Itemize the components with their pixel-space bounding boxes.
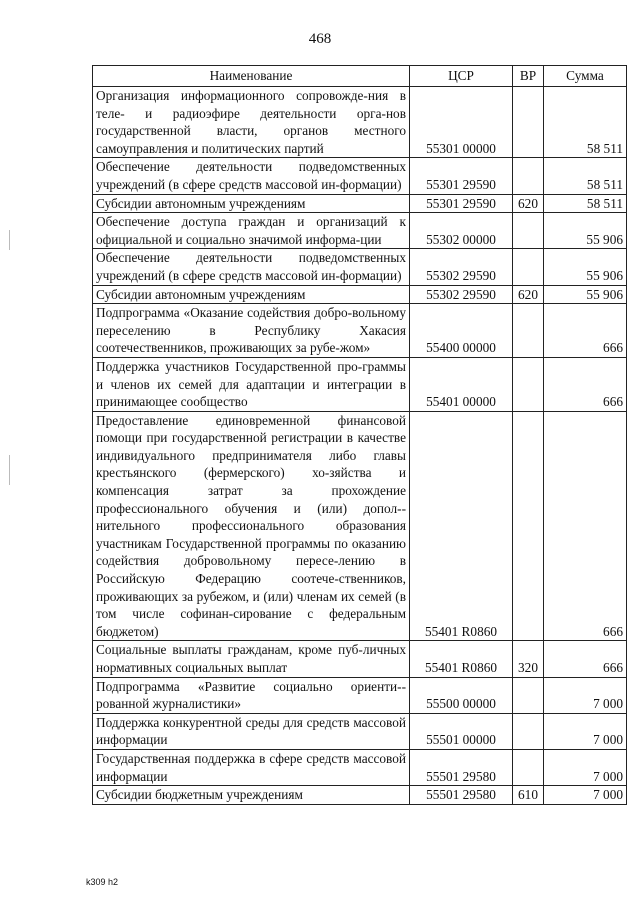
row-name: Обеспечение деятельности подведомственных учреждений (в сфере средств массовой ин-формации) [93, 158, 410, 194]
row-name: Субсидии бюджетным учреждениям [93, 786, 410, 805]
table-row [93, 285, 627, 304]
row-vr [513, 713, 544, 749]
row-name: Предоставление единовременной финансовой помощи при государственной регистрации в качестве индивидуального предпринимателя либо главы крестьянского (фермерского) хо-зяйства и компенсация затрат за прохождение профессионального обучения и (или) допол-нительного профессионального образования участникам Государственной программы по оказанию содействия добровольному пересе-лению в Российскую Федерацию соотече-ственников, проживающих за рубежом, и (или) членам их семей (в том числе софинан-сирование с федеральным бюджетом) [93, 411, 410, 641]
row-name: Поддержка конкурентной среды для средств массовой информации [93, 713, 410, 749]
header-vr: ВР [513, 66, 544, 87]
row-vr: 620 [513, 285, 544, 304]
row-csr: 55401 00000 [410, 357, 513, 411]
row-vr [513, 357, 544, 411]
row-name: Подпрограмма «Развитие социально ориенти-рованной журналистики» [93, 677, 410, 713]
document-code: k309 h2 [86, 877, 119, 887]
table-row [93, 749, 627, 785]
table-row [93, 786, 627, 805]
row-sum: 7 000 [544, 677, 627, 713]
row-sum: 58 511 [544, 194, 627, 213]
row-csr: 55301 00000 [410, 87, 513, 158]
row-name: Государственная поддержка в сфере средств массовой информации [93, 749, 410, 785]
row-vr: 320 [513, 641, 544, 677]
row-vr [513, 87, 544, 158]
row-name: Субсидии автономным учреждениям [93, 194, 410, 213]
row-csr: 55302 00000 [410, 213, 513, 249]
table-row [93, 357, 627, 411]
row-sum: 666 [544, 357, 627, 411]
row-csr: 55301 29590 [410, 194, 513, 213]
row-name: Обеспечение деятельности подведомственных учреждений (в сфере средств массовой ин-формации) [93, 249, 410, 285]
table-row [93, 158, 627, 194]
row-name: Поддержка участников Государственной про-граммы и членов их семей для адаптации и интеграции в принимающее сообщество [93, 357, 410, 411]
row-vr [513, 304, 544, 358]
row-csr: 55301 29590 [410, 158, 513, 194]
row-sum: 7 000 [544, 713, 627, 749]
table-row [93, 87, 627, 158]
margin-scan-mark [9, 455, 10, 485]
header-name: Наименование [93, 66, 410, 87]
table-header-row [93, 66, 627, 87]
table-row [93, 641, 627, 677]
table-row [93, 249, 627, 285]
margin-scan-mark [9, 230, 10, 250]
row-sum: 7 000 [544, 749, 627, 785]
row-name: Организация информационного сопровожде-ния в теле- и радиоэфире деятельности орга-нов государственной власти, органов местного самоуправления и политических партий [93, 87, 410, 158]
row-csr: 55401 R0860 [410, 411, 513, 641]
page-number: 468 [308, 31, 332, 47]
row-vr: 610 [513, 786, 544, 805]
table-row [93, 677, 627, 713]
row-sum: 666 [544, 411, 627, 641]
row-csr: 55500 00000 [410, 677, 513, 713]
row-csr: 55401 R0860 [410, 641, 513, 677]
row-name: Подпрограмма «Оказание содействия добро-вольному переселению в Республику Хакасия соотечественников, проживающих за рубе-жом» [93, 304, 410, 358]
row-vr [513, 749, 544, 785]
row-sum: 55 906 [544, 249, 627, 285]
table-row [93, 411, 627, 641]
row-name: Социальные выплаты гражданам, кроме пуб-личных нормативных социальных выплат [93, 641, 410, 677]
row-name: Субсидии автономным учреждениям [93, 285, 410, 304]
table-row [93, 213, 627, 249]
row-vr: 620 [513, 194, 544, 213]
row-sum: 7 000 [544, 786, 627, 805]
row-csr: 55501 00000 [410, 713, 513, 749]
row-vr [513, 249, 544, 285]
row-csr: 55501 29580 [410, 749, 513, 785]
table-row [93, 194, 627, 213]
header-csr: ЦСР [410, 66, 513, 87]
header-sum: Сумма [544, 66, 627, 87]
row-vr [513, 158, 544, 194]
row-sum: 58 511 [544, 87, 627, 158]
budget-table [92, 65, 627, 805]
row-vr [513, 677, 544, 713]
row-csr: 55302 29590 [410, 249, 513, 285]
row-csr: 55501 29580 [410, 786, 513, 805]
row-sum: 58 511 [544, 158, 627, 194]
row-sum: 55 906 [544, 285, 627, 304]
row-vr [513, 411, 544, 641]
row-sum: 666 [544, 304, 627, 358]
table-row [93, 713, 627, 749]
row-name: Обеспечение доступа граждан и организаций к официальной и социально значимой информа-ции [93, 213, 410, 249]
row-csr: 55302 29590 [410, 285, 513, 304]
row-vr [513, 213, 544, 249]
row-sum: 55 906 [544, 213, 627, 249]
table-row [93, 304, 627, 358]
row-csr: 55400 00000 [410, 304, 513, 358]
row-sum: 666 [544, 641, 627, 677]
